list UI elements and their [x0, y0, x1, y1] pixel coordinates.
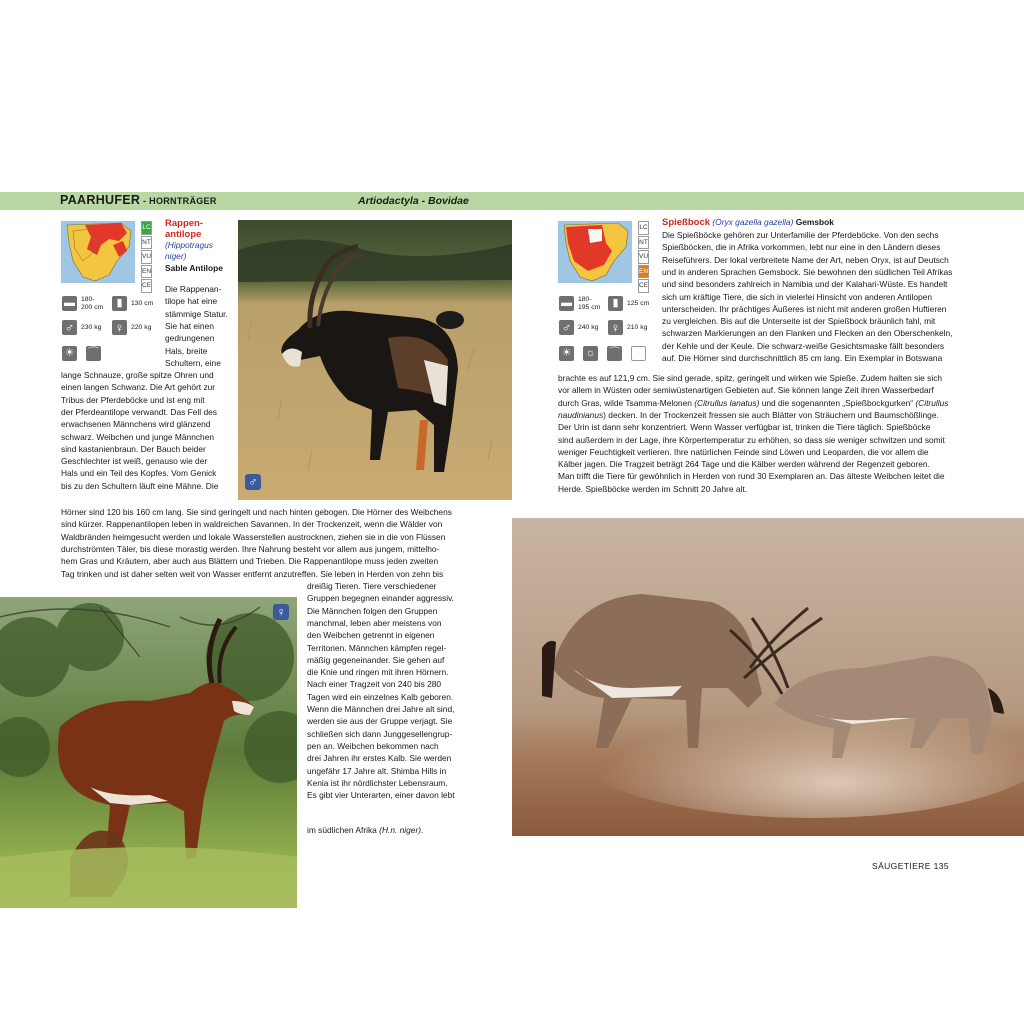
body-length-icon: ▬: [64, 297, 75, 309]
text-line: sind kürzer. Rappenantilopen leben in waldreichen Savannen. In der Trockenzeit, wenn die Wälder von: [61, 519, 443, 530]
sun-icon: ☀: [62, 346, 77, 361]
text-line: Territorien. Männchen kämpfen regel-: [307, 642, 447, 653]
text-line: gedrungenen: [165, 333, 215, 344]
habitat-icon: [631, 346, 646, 361]
iucn-vu: VU: [141, 250, 152, 264]
text-line: Gruppen begegnen einander aggressiv.: [307, 593, 454, 604]
female-weight-icon: ♀: [608, 320, 623, 335]
text-line: schwarzen Markierungen an den Flanken und Flecken an den Oberschenkeln,: [662, 328, 953, 339]
text-line: stämmige Statur.: [165, 308, 228, 319]
sable-last-line-text: im südlichen Afrika: [307, 825, 380, 835]
oryx-length-value: 180- 195 cm: [578, 296, 601, 311]
sable-length-value: 180- 200 cm: [81, 296, 104, 311]
sable-male-photo: [238, 220, 512, 500]
text-line: mäßig gegeneinander. Sie gehen auf: [307, 654, 445, 665]
iucn-ce: CE: [638, 279, 649, 293]
text-line: und in anderen Sprachen Gemsbock. Sie bewohnen den südlichen Teil Afrikas: [662, 266, 953, 277]
footer-section: SÄUGETIERE: [872, 861, 931, 871]
text-line: Kenia ist ihr nördlichster Lebensraum.: [307, 777, 448, 788]
oryx-iucn-scale: [638, 221, 649, 294]
text-line: Waldbränden heimgesucht werden und lokale Wasserstellen austrocknen, ziehen sie in die von Flüssen: [61, 531, 446, 542]
sable-female-photo: [0, 597, 297, 908]
oryx-name: Spießbock: [662, 217, 711, 228]
sable-english-name: Sable Antilope: [165, 263, 223, 273]
sable-length: [81, 296, 103, 312]
text-line: der Pferdeantilope verwandt. Das Fell des: [61, 406, 217, 417]
text-line: Kälber jagen. Die Tragzeit beträgt 264 Tage und die Kälber werden während der Regenzeit geboren.: [558, 459, 930, 470]
sable-last-line: [307, 824, 423, 836]
page-number: 135: [933, 861, 949, 871]
text-line: sich um kräftige Tiere, die sich in vielerlei Hinsicht von anderen Antilopen: [662, 291, 932, 302]
iucn-nt: NT: [141, 236, 152, 250]
text-line: Hals und ein Teil des Kopfes. Vom Genick: [61, 468, 217, 479]
text-line: die Knie und ringen mit ihren Hörnern.: [307, 667, 449, 678]
desert-icon: ☼: [583, 346, 598, 361]
sable-male-weight: 230 kg: [81, 324, 102, 331]
sable-iucn-scale: [141, 221, 152, 294]
grassland-icon: ⌒: [609, 347, 620, 359]
sable-latin: (Hippotragus niger): [165, 240, 213, 261]
text-line: pen an. Weibchen bekommen nach: [307, 740, 439, 751]
text-line: schließen sich dann Junggesellengrup-: [307, 728, 453, 739]
section-latin-name: Artiodactyla - Bovidae: [358, 195, 469, 207]
text-line: zu vergleichen. Bis auf die Unterseite ist der Spießbock bräunlich fahl, mit: [662, 316, 936, 327]
text-line: bis zu den Schultern läuft eine Mähne. Die: [61, 480, 219, 491]
text-span-italic: naudinianus: [558, 409, 604, 420]
iucn-nt: NT: [638, 236, 649, 250]
text-line: Hals, breite: [165, 345, 208, 356]
text-line: Hörner sind 120 bis 160 cm lang. Sie sind geringelt und nach hinten gebogen. Die Hörner des Weibchens: [61, 507, 452, 517]
oryx-english-name: Gemsbok: [793, 217, 834, 227]
oryx-latin: (Oryx gazella gazella): [710, 217, 794, 227]
sable-range-map: [61, 221, 135, 283]
oryx-length: [578, 296, 600, 312]
text-line: hem Gras und Kräutern, aber auch aus Blättern und Trieben. Die Rappenantilope muss jeden zweiten: [61, 556, 439, 567]
text-line: weniger Feuchtigkeit verlieren. Ihre natürlichen Feinde sind Löwen und Leoparden, die vor allem die: [558, 446, 929, 457]
text-line: Tribus der Pferdeböcke und ist eng mit: [61, 394, 205, 405]
sable-last-line-end: .: [421, 825, 424, 835]
male-badge: ♂: [245, 474, 261, 490]
sable-name-block: [165, 218, 223, 274]
text-line: durchströmten Täler, bis diese morastig werden. Ihre Nahrung besteht vor allem aus jungem, mittelho-: [61, 543, 440, 554]
text-line: schwarz. Weibchen und junge Männchen: [61, 431, 215, 442]
text-line: erwachsenen Männchens wird glänzend: [61, 419, 211, 430]
section-title: [60, 193, 217, 207]
text-line: unterscheiden. Ihr prächtiges Äußeres ist nicht mit anderen großen Huftieren: [662, 303, 947, 314]
text-line: dreißig Tieren. Tiere verschiedener: [307, 581, 437, 591]
shoulder-height-icon: ▮: [112, 296, 127, 311]
shoulder-height-icon: ▮: [608, 296, 623, 311]
section-title-main: PAARHUFER: [60, 193, 141, 207]
text-line: tilope hat eine: [165, 296, 218, 307]
text-line: [558, 409, 939, 421]
iucn-en: EN: [638, 265, 649, 279]
text-line: [558, 397, 948, 409]
text-line: Herde. Spießböcke werden im Schnitt 20 Jahre alt.: [558, 483, 747, 494]
text-line: sind kastanienbraun. Der Bauch beider: [61, 443, 206, 454]
body-length-icon: ▬: [561, 297, 572, 309]
iucn-ce: CE: [141, 279, 152, 293]
text-line: werden sie aus der Gruppe verjagt. Sie: [307, 716, 453, 727]
text-line: lange Schnauze, große spitze Ohren und: [61, 370, 214, 380]
text-line: Spießböcken, die in Afrika vorkommen, lebt nur eine in den Ländern dieses: [662, 242, 941, 253]
text-line: brachte es auf 121,9 cm. Sie sind gerade, spitz, geringelt und wirken wie Spieße. Zudem halten sie sich: [558, 373, 943, 383]
text-line: der Kehle und der Keule. Die schwarz-weiße Gesichtsmaske fällt besonders: [662, 340, 945, 351]
text-span: ) decken. In der Trockenzeit fressen sie auch Blätter von Sträuchern und Baumschößlinge.: [603, 409, 939, 420]
oryx-height: 125 cm: [627, 300, 650, 307]
oryx-range-map: [558, 221, 632, 283]
text-line: Der Urin ist dann sehr konzentriert. Wenn Wasser verfügbar ist, trinken die Tiere täglich. Spießböcke: [558, 422, 931, 433]
text-span-italic: (Citrullus lanatus): [694, 397, 760, 408]
text-line: Nach einer Tragzeit von 240 bis 280: [307, 679, 442, 690]
text-line: Tag trinken und ist daher selten weit von Wasser entfernt anzutreffen. Sie leben in Herden von zehn bis: [61, 568, 444, 579]
text-line: manchmal, leben aber meistens von: [307, 617, 442, 628]
female-weight-icon: ♀: [112, 320, 127, 335]
text-line: einen langen Schwanz. Die Art gehört zur: [61, 382, 216, 393]
male-weight-icon: ♂: [559, 320, 574, 335]
text-line: sind außerdem in der Lage, ihre Körpertemperatur zu erhöhen, so dass sie weniger schwitzen und somit: [558, 434, 945, 445]
iucn-lc: LC: [141, 221, 152, 235]
text-line: Die Männchen folgen den Gruppen: [307, 605, 438, 616]
male-weight-icon: ♂: [62, 320, 77, 335]
text-line: drei Jahren ihr erstes Kalb. Sie werden: [307, 753, 452, 764]
sable-name: Rappen- antilope: [165, 218, 203, 240]
text-line: Es gibt vier Unterarten, einer davon lebt: [307, 790, 455, 801]
iucn-vu: VU: [638, 250, 649, 264]
text-span: und die sogenannten „Spießbockgurken“: [759, 397, 916, 408]
sun-icon: ☀: [559, 346, 574, 361]
sable-height: 130 cm: [131, 300, 154, 307]
sable-female-weight: 220 kg: [131, 324, 152, 331]
text-line: Geschlechter ist weiß, genauso wie der: [61, 456, 208, 467]
text-line: Schultern, eine: [165, 357, 221, 368]
text-line: ungefähr 17 Jahre alt. Shimba Hills in: [307, 765, 447, 776]
grassland-icon: ⌒: [88, 347, 99, 359]
iucn-en: EN: [141, 265, 152, 279]
text-line: vor allem in Wüsten oder semiwüstenartigen Gebieten auf. Sie können lange Zeit ihren Wasserbedarf: [558, 385, 934, 396]
oryx-name-line: [662, 216, 834, 229]
text-line: Die Spießböcke gehören zur Unterfamilie der Pferdeböcke. Von den sechs: [662, 230, 939, 240]
section-title-sub: - HORNTRÄGER: [140, 196, 217, 206]
text-line: Die Rappenan-: [165, 284, 222, 294]
text-span-italic: (Citrullus: [915, 397, 949, 408]
text-line: auf. Die Hörner sind durchschnittlich 85 cm lang. Ein Exemplar in Botswana: [662, 353, 943, 363]
text-line: und sind besonders zahlreich in Namibia und der Kalahari-Wüste. Es handelt: [662, 279, 948, 290]
oryx-female-weight: 210 kg: [627, 324, 648, 331]
sable-subspecies-latin: (H.n. niger): [379, 825, 422, 835]
page-footer: [872, 861, 949, 871]
text-line: Wenn die Männchen drei Jahre alt sind,: [307, 704, 455, 714]
text-span: durch Gras, wilde Tsamma-Melonen: [558, 397, 695, 408]
text-line: Reiseführers. Der lokal verbreitete Name der Art, neben Oryx, ist auf Deutsch: [662, 254, 949, 265]
text-line: Sie hat einen: [165, 320, 214, 331]
iucn-lc: LC: [638, 221, 649, 235]
text-line: Tagen wird ein einzelnes Kalb geboren.: [307, 691, 454, 702]
oryx-male-weight: 240 kg: [578, 324, 599, 331]
oryx-fighting-photo: [512, 518, 1024, 836]
text-line: Man trifft die Tiere für gewöhnlich in Herden von rund 30 Exemplaren an. Das älteste Weibchen leitet die: [558, 471, 945, 482]
female-badge: ♀: [273, 604, 289, 620]
text-line: den Weibchen getrennt in eigenen: [307, 630, 435, 641]
